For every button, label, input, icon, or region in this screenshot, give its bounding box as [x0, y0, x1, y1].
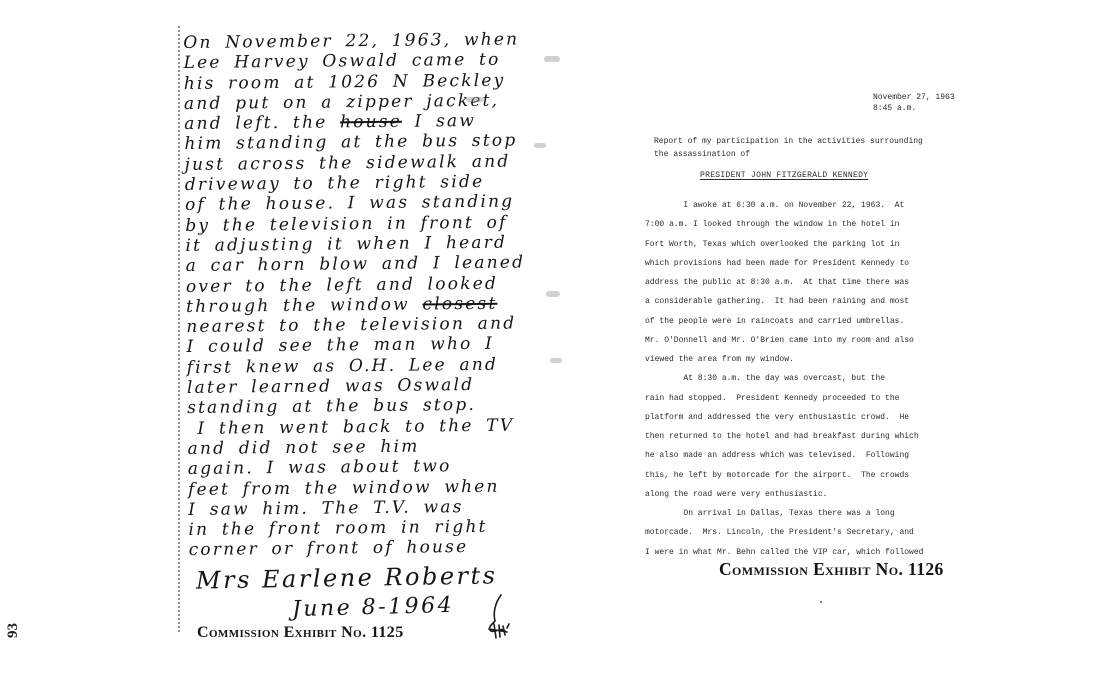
scan-smudge — [544, 56, 560, 62]
struck-text: house — [339, 111, 403, 133]
report-body-line: Mr. O'Donnell and Mr. O'Brien came into my room and also — [645, 335, 914, 345]
handwritten-line: of the house. I was standing — [184, 191, 515, 216]
report-title: PRESIDENT JOHN FITZGERALD KENNEDY — [700, 171, 869, 180]
ink-scribble-icon — [481, 591, 515, 641]
handwritten-line: by the television in front of — [185, 212, 508, 236]
report-date: November 27, 1963 — [873, 93, 955, 102]
handwritten-line: a car horn blow and I leaned — [185, 252, 526, 277]
report-body-line: this, he left by motorcade for the airport. The crowds — [645, 470, 910, 480]
handwritten-line: in the front room in right — [188, 516, 488, 541]
handwritten-line: On November 22, 1963, when — [183, 29, 520, 54]
report-body-line: 7:00 a.m. I looked through the window in the hotel in — [645, 220, 900, 230]
hand-text: I then went back to the TV — [197, 415, 515, 439]
hand-text: through the window — [186, 294, 423, 317]
report-body-line: rain had stopped. President Kennedy proceeded to the — [645, 393, 900, 403]
handwritten-line: it adjusting it when I heard — [185, 232, 508, 256]
report-body-line: On arrival in Dallas, Texas there was a long — [645, 509, 895, 518]
report-body-line: At 8:30 a.m. the day was overcast, but the — [645, 374, 886, 384]
handwritten-line: I saw him. The T.V. was — [188, 496, 464, 520]
report-body-line: which provisions had been made for President Kennedy to — [645, 258, 910, 268]
report-body — [645, 196, 923, 562]
report-body-line: platform and addressed the very enthusiastic crowd. He — [645, 412, 910, 422]
report-body-line: address the public at 8:30 a.m. At that time there was — [645, 278, 910, 287]
scan-smudge — [550, 358, 562, 363]
handwritten-line: over to the left and looked — [185, 273, 499, 297]
page-number: 93 — [5, 623, 21, 638]
scan-smudge — [534, 143, 546, 148]
handwritten-line: Lee Harvey Oswald came to — [183, 49, 501, 74]
report-body-line: I awoke at 6:30 a.m. on November 22, 1963. At — [645, 201, 905, 210]
handwritten-line: his room at 1026 N Beckley — [183, 70, 506, 94]
report-body-line: a considerable gathering. It had been raining and most — [645, 297, 910, 307]
report-intro-line: Report of my participation in the activities surrounding — [654, 137, 923, 146]
report-body-line: along the road were very enthusiastic. — [645, 489, 828, 499]
struck-text: closest — [422, 293, 498, 315]
handwritten-line: first knew as O.H. Lee and — [186, 354, 499, 378]
report-body-line: then returned to the hotel and had breakfast during which — [645, 432, 919, 441]
handwritten-line: just across the sidewalk and — [184, 151, 511, 175]
scan-smudge — [546, 291, 560, 297]
handwritten-line: nearest to the television and — [186, 313, 517, 338]
report-intro — [654, 136, 923, 161]
handwritten-line: and did not see him — [187, 436, 420, 459]
page-edge-dotted-line — [178, 26, 180, 632]
handwritten-line: feet from the window when — [187, 476, 500, 500]
handwritten-line: again. I was about two — [187, 456, 452, 480]
report-intro-line: the assassination of — [654, 149, 751, 159]
hand-text: I saw — [401, 111, 477, 132]
handwritten-line: standing at the bus stop. — [187, 395, 477, 419]
report-body-line: of the people were in raincoats and carried umbrellas. — [645, 316, 905, 326]
exhibit-label-1126: Commission Exhibit No. 1126 — [719, 559, 944, 579]
handwritten-line: driveway to the right side — [184, 171, 485, 196]
scan-smudge — [466, 97, 484, 102]
exhibit-label-1125: Commission Exhibit No. 1125 — [197, 624, 404, 641]
signature-date: June 8-1964 — [291, 592, 455, 623]
handwritten-letter-text — [183, 29, 569, 561]
handwritten-line: corner or front of house — [188, 537, 469, 561]
handwritten-line: him standing at the bus stop — [184, 130, 518, 155]
report-body-line: Fort Worth, Texas which overlooked the parking lot in — [645, 239, 900, 249]
report-body-line: viewed the area from my window. — [645, 355, 794, 364]
signature: Mrs Earlene Roberts — [195, 561, 498, 595]
report-time: 8:45 a.m. — [873, 104, 917, 113]
handwritten-line: and put on a zipper jacket, — [183, 90, 500, 114]
report-body-line: I were in what Mr. Behn called the VIP car, which followed — [645, 547, 924, 557]
scan-speck — [820, 601, 822, 603]
hand-text: and left. the — [184, 112, 341, 135]
handwritten-line: I could see the man who I — [186, 334, 495, 358]
handwritten-line: later learned was Oswald — [186, 375, 475, 399]
report-body-line: he also made an address which was televised. Following — [645, 451, 910, 461]
report-header-date-block — [873, 92, 955, 114]
report-body-line: motorcade. Mrs. Lincoln, the President's Secretary, and — [645, 528, 914, 538]
handwritten-line — [197, 415, 567, 439]
